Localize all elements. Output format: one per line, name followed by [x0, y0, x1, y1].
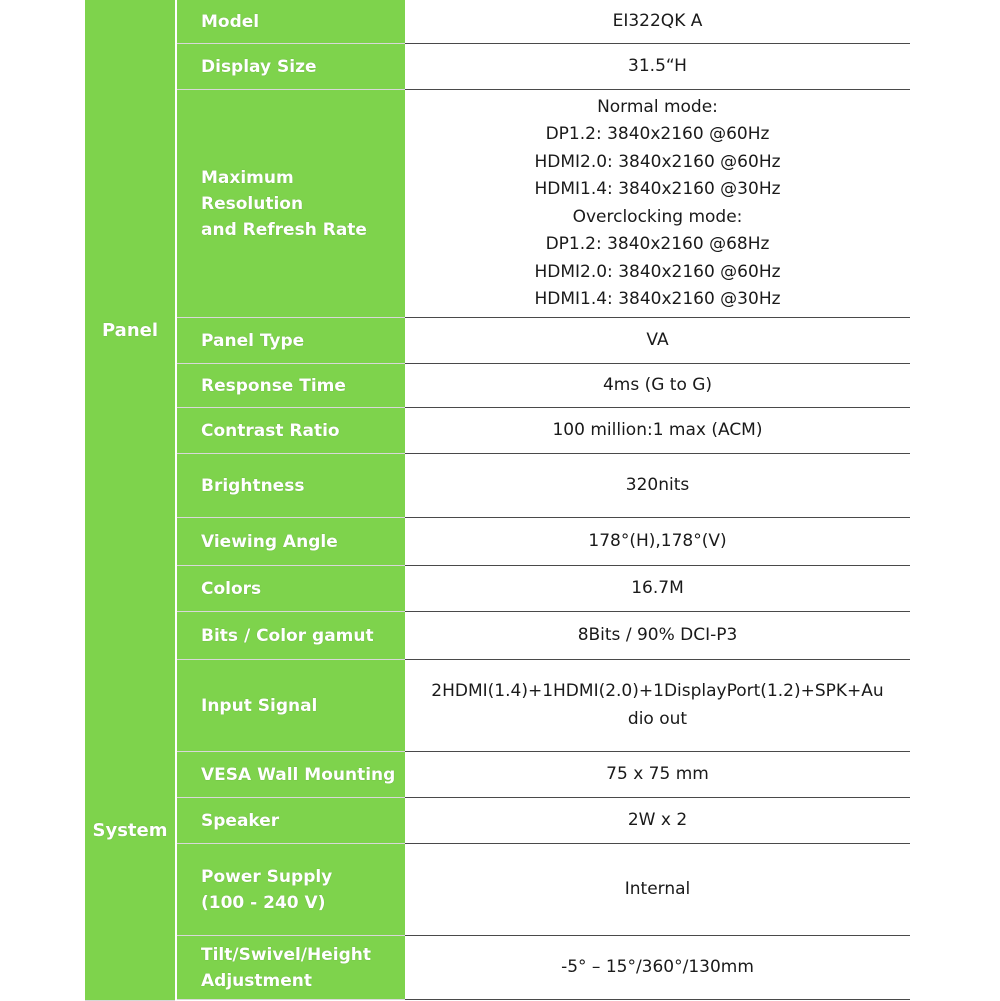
table-row-model: [177, 0, 910, 44]
row-value: 100 million:1 max (ACM): [405, 408, 910, 454]
row-label: Input Signal: [177, 660, 405, 752]
table-row-colors: [177, 566, 910, 612]
table-row-input-signal: [177, 660, 910, 752]
row-value: 4ms (G to G): [405, 364, 910, 408]
category-system: [85, 660, 175, 1001]
row-label: Tilt/Swivel/Height Adjustment: [177, 936, 405, 1000]
table-row-contrast-ratio: [177, 408, 910, 454]
spec-table: [85, 0, 910, 1000]
category-panel: [85, 0, 175, 661]
row-value: 2HDMI(1.4)+1HDMI(2.0)+1DisplayPort(1.2)+SPK+Au dio out: [405, 660, 910, 752]
table-row-panel-type: [177, 318, 910, 364]
row-value: 8Bits / 90% DCI-P3: [405, 612, 910, 660]
category-label: System: [92, 819, 168, 841]
row-label: Panel Type: [177, 318, 405, 364]
row-value: VA: [405, 318, 910, 364]
table-row-max-resolution: [177, 90, 910, 318]
row-value: 178°(H),178°(V): [405, 518, 910, 566]
row-label: Model: [177, 0, 405, 44]
row-label: Maximum Resolution and Refresh Rate: [177, 90, 405, 318]
table-row-bits-color-gamut: [177, 612, 910, 660]
table-row-speaker: [177, 798, 910, 844]
row-value: -5° – 15°/360°/130mm: [405, 936, 910, 1000]
row-value: 16.7M: [405, 566, 910, 612]
row-value: 31.5“H: [405, 44, 910, 90]
table-row-tilt-swivel-height: [177, 936, 910, 1000]
row-label: VESA Wall Mounting: [177, 752, 405, 798]
row-label: Contrast Ratio: [177, 408, 405, 454]
row-value: EI322QK A: [405, 0, 910, 44]
row-value: 75 x 75 mm: [405, 752, 910, 798]
row-label: Speaker: [177, 798, 405, 844]
table-row-vesa-mount: [177, 752, 910, 798]
row-label: Power Supply (100 - 240 V): [177, 844, 405, 936]
table-row-power-supply: [177, 844, 910, 936]
table-row-brightness: [177, 454, 910, 518]
row-label: Viewing Angle: [177, 518, 405, 566]
row-value: Internal: [405, 844, 910, 936]
row-label: Brightness: [177, 454, 405, 518]
row-label: Bits / Color gamut: [177, 612, 405, 660]
row-value: 320nits: [405, 454, 910, 518]
row-value: Normal mode: DP1.2: 3840x2160 @60Hz HDMI2.0: 3840x2160 @60Hz HDMI1.4: 3840x2160 @30Hz Overclocking mode: DP1.2: 3840x2160 @68Hz HDMI2.0: 3840x2160 @60Hz HDMI1.4: 3840x2160 @30Hz: [405, 90, 910, 318]
row-label: Response Time: [177, 364, 405, 408]
table-row-viewing-angle: [177, 518, 910, 566]
table-row-display-size: [177, 44, 910, 90]
table-row-response-time: [177, 364, 910, 408]
row-label: Display Size: [177, 44, 405, 90]
category-label: Panel: [101, 319, 159, 341]
row-label: Colors: [177, 566, 405, 612]
row-value: 2W x 2: [405, 798, 910, 844]
